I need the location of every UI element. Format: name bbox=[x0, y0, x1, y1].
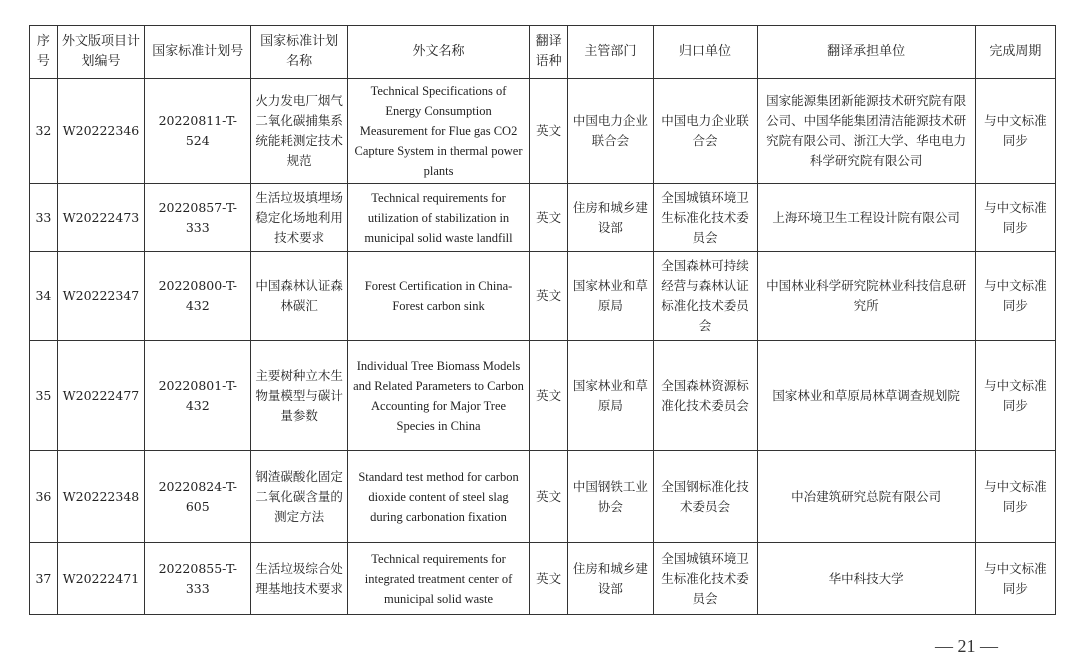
table-row bbox=[30, 79, 1056, 184]
table-row bbox=[30, 543, 1056, 615]
cell-foreign-name: Technical Specifications of Energy Consumption Measurement for Flue gas CO2 Capture System in thermal power plants bbox=[347, 79, 529, 184]
cell-translator: 中冶建筑研究总院有限公司 bbox=[757, 451, 975, 543]
cell-foreign-name: Technical requirements for integrated treatment center of municipal solid waste bbox=[347, 543, 529, 615]
cell-translator: 国家林业和草原局林草调查规划院 bbox=[757, 341, 975, 451]
cell-std-code: 20220824-T-605 bbox=[145, 451, 251, 543]
cell-lang: 英文 bbox=[530, 341, 568, 451]
cell-period: 与中文标准同步 bbox=[975, 341, 1055, 451]
cell-plan-code: W20222473 bbox=[57, 184, 144, 252]
cell-std-name: 火力发电厂烟气二氧化碳捕集系统能耗测定技术规范 bbox=[251, 79, 348, 184]
cell-dept: 国家林业和草原局 bbox=[568, 252, 653, 341]
cell-std-name: 生活垃圾填埋场稳定化场地利用技术要求 bbox=[251, 184, 348, 252]
cell-unit: 全国森林资源标准化技术委员会 bbox=[653, 341, 757, 451]
cell-period: 与中文标准同步 bbox=[975, 451, 1055, 543]
cell-translator: 国家能源集团新能源技术研究院有限公司、中国华能集团清洁能源技术研究院有限公司、浙江大学、华电电力科学研究院有限公司 bbox=[757, 79, 975, 184]
cell-translator: 华中科技大学 bbox=[757, 543, 975, 615]
cell-unit: 全国森林可持续经营与森林认证标准化技术委员会 bbox=[653, 252, 757, 341]
cell-plan-code: W20222471 bbox=[57, 543, 144, 615]
cell-foreign-name: Technical requirements for utilization of stabilization in municipal solid waste landfill bbox=[347, 184, 529, 252]
cell-plan-code: W20222348 bbox=[57, 451, 144, 543]
cell-lang: 英文 bbox=[530, 451, 568, 543]
cell-std-name: 钢渣碳酸化固定二氧化碳含量的测定方法 bbox=[251, 451, 348, 543]
cell-plan-code: W20222347 bbox=[57, 252, 144, 341]
cell-unit: 全国城镇环境卫生标准化技术委员会 bbox=[653, 184, 757, 252]
cell-translator: 上海环境卫生工程设计院有限公司 bbox=[757, 184, 975, 252]
table-row bbox=[30, 341, 1056, 451]
cell-dept: 国家林业和草原局 bbox=[568, 341, 653, 451]
cell-translator: 中国林业科学研究院林业科技信息研究所 bbox=[757, 252, 975, 341]
header-dept: 主管部门 bbox=[568, 26, 653, 79]
cell-period: 与中文标准同步 bbox=[975, 184, 1055, 252]
header-period: 完成周期 bbox=[975, 26, 1055, 79]
header-seq: 序号 bbox=[30, 26, 58, 79]
cell-unit: 全国城镇环境卫生标准化技术委员会 bbox=[653, 543, 757, 615]
cell-plan-code: W20222477 bbox=[57, 341, 144, 451]
header-plan-code: 外文版项目计划编号 bbox=[57, 26, 144, 79]
header-lang: 翻译语种 bbox=[530, 26, 568, 79]
header-std-name: 国家标准计划名称 bbox=[251, 26, 348, 79]
cell-period: 与中文标准同步 bbox=[975, 543, 1055, 615]
cell-dept: 住房和城乡建设部 bbox=[568, 184, 653, 252]
cell-std-code: 20220811-T-524 bbox=[145, 79, 251, 184]
cell-std-code: 20220800-T-432 bbox=[145, 252, 251, 341]
cell-std-name: 主要树种立木生物量模型与碳计量参数 bbox=[251, 341, 348, 451]
cell-seq: 37 bbox=[30, 543, 58, 615]
header-std-code: 国家标准计划号 bbox=[145, 26, 251, 79]
cell-std-code: 20220855-T-333 bbox=[145, 543, 251, 615]
standards-plan-table bbox=[29, 25, 1056, 615]
page-number: — 21 — bbox=[935, 636, 998, 656]
header-translator: 翻译承担单位 bbox=[757, 26, 975, 79]
cell-foreign-name: Standard test method for carbon dioxide content of steel slag during carbonation fixation bbox=[347, 451, 529, 543]
cell-lang: 英文 bbox=[530, 543, 568, 615]
cell-dept: 住房和城乡建设部 bbox=[568, 543, 653, 615]
cell-seq: 36 bbox=[30, 451, 58, 543]
cell-seq: 34 bbox=[30, 252, 58, 341]
cell-std-name: 中国森林认证森林碳汇 bbox=[251, 252, 348, 341]
cell-unit: 中国电力企业联合会 bbox=[653, 79, 757, 184]
cell-foreign-name: Forest Certification in China-Forest carbon sink bbox=[347, 252, 529, 341]
cell-plan-code: W20222346 bbox=[57, 79, 144, 184]
cell-foreign-name: Individual Tree Biomass Models and Related Parameters to Carbon Accounting for Major Tree Species in China bbox=[347, 341, 529, 451]
cell-unit: 全国钢标准化技术委员会 bbox=[653, 451, 757, 543]
header-row bbox=[30, 26, 1056, 79]
cell-std-name: 生活垃圾综合处理基地技术要求 bbox=[251, 543, 348, 615]
cell-std-code: 20220857-T-333 bbox=[145, 184, 251, 252]
cell-seq: 35 bbox=[30, 341, 58, 451]
cell-period: 与中文标准同步 bbox=[975, 79, 1055, 184]
cell-dept: 中国电力企业联合会 bbox=[568, 79, 653, 184]
cell-seq: 32 bbox=[30, 79, 58, 184]
header-foreign-name: 外文名称 bbox=[347, 26, 529, 79]
table-row bbox=[30, 184, 1056, 252]
table-row bbox=[30, 451, 1056, 543]
cell-period: 与中文标准同步 bbox=[975, 252, 1055, 341]
cell-lang: 英文 bbox=[530, 184, 568, 252]
cell-seq: 33 bbox=[30, 184, 58, 252]
cell-dept: 中国钢铁工业协会 bbox=[568, 451, 653, 543]
cell-lang: 英文 bbox=[530, 79, 568, 184]
table-row bbox=[30, 252, 1056, 341]
cell-lang: 英文 bbox=[530, 252, 568, 341]
header-unit: 归口单位 bbox=[653, 26, 757, 79]
cell-std-code: 20220801-T-432 bbox=[145, 341, 251, 451]
